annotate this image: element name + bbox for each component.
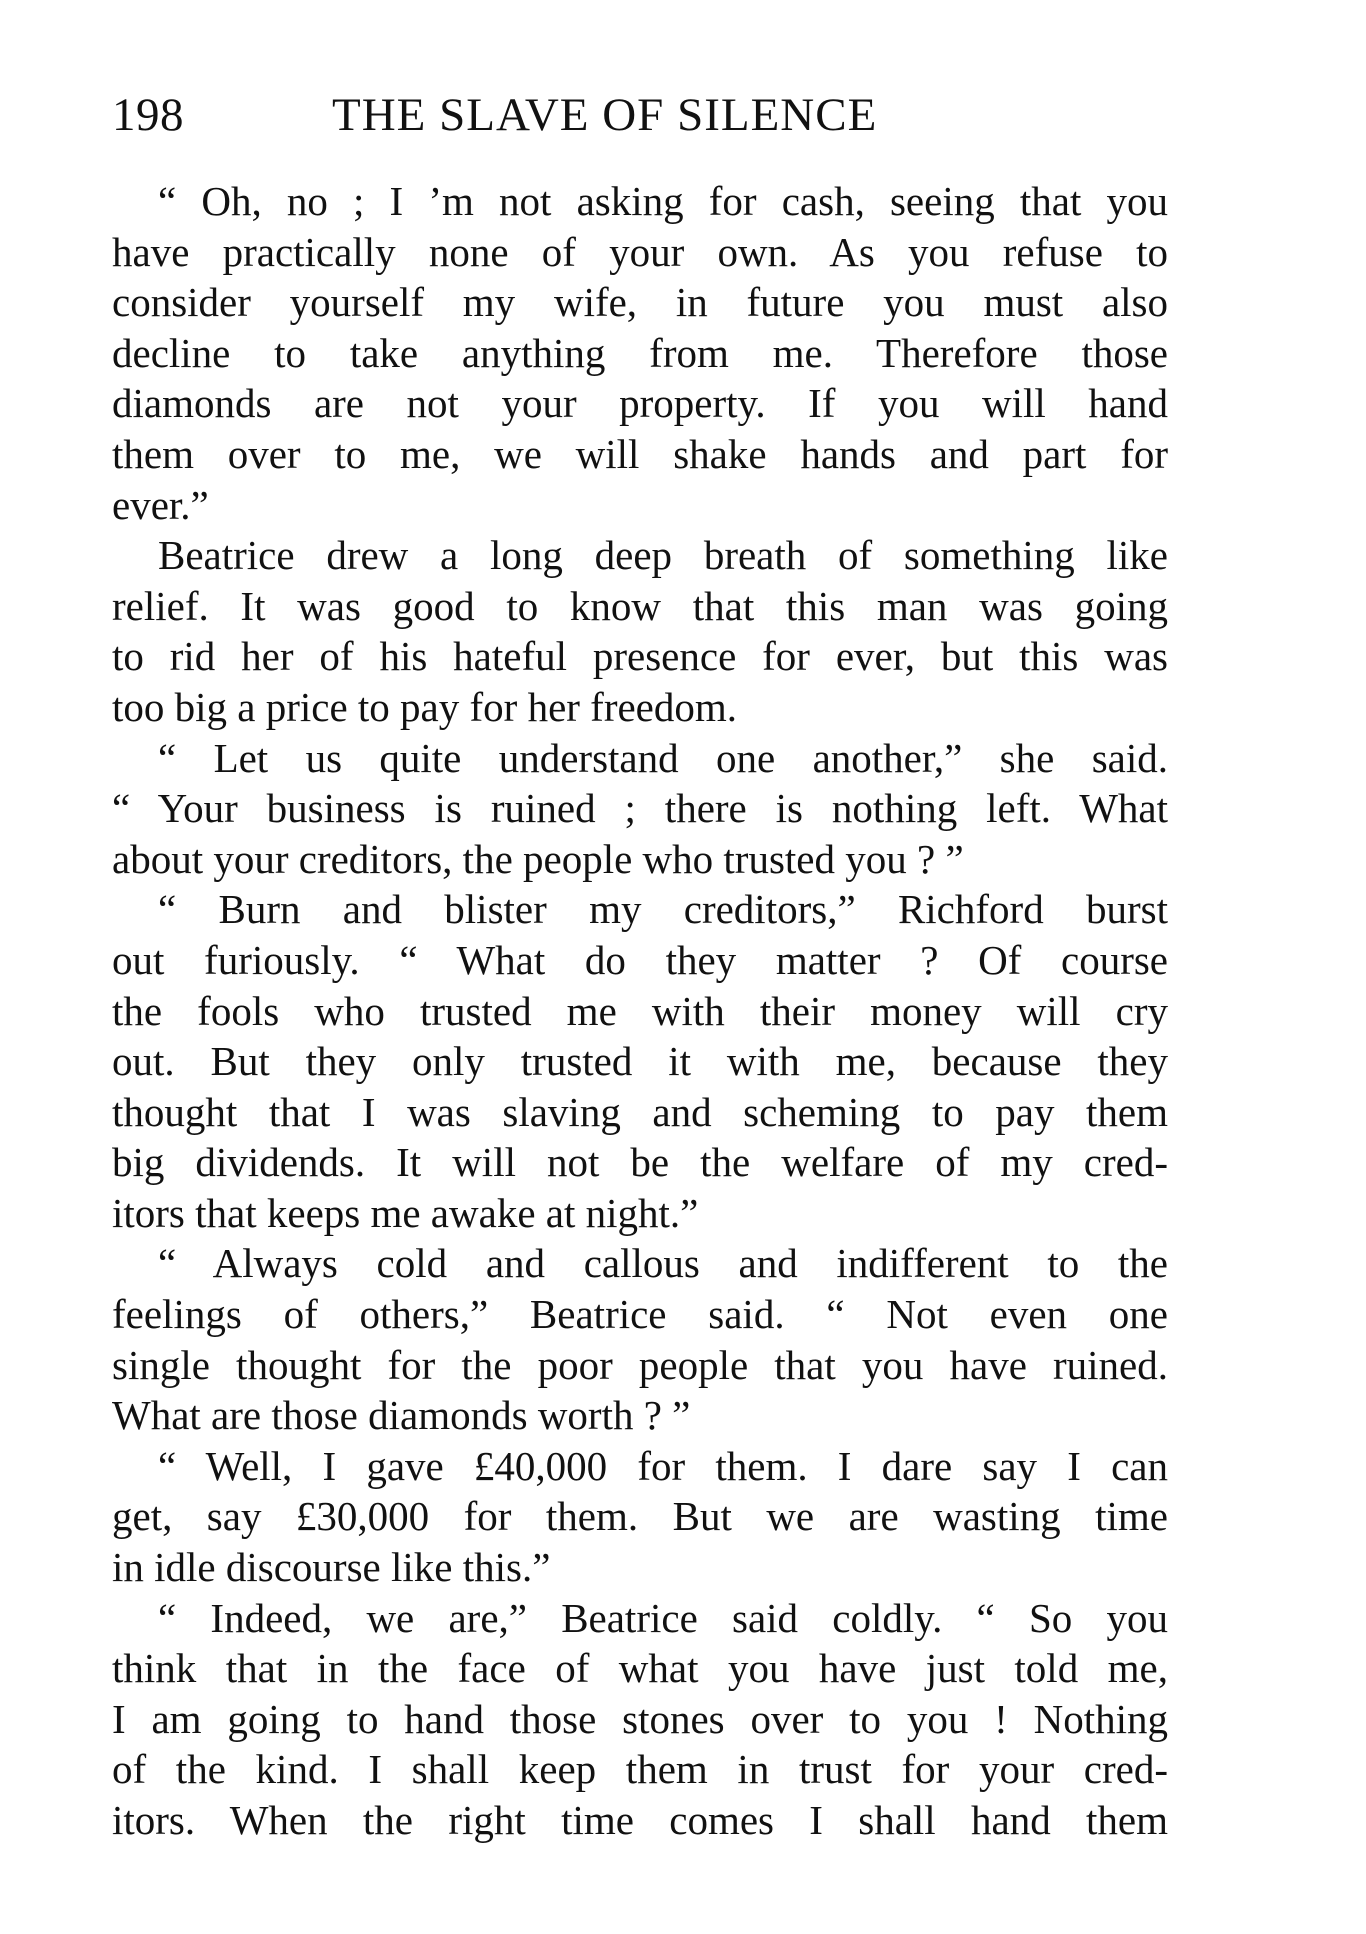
text-line: itors that keeps me awake at night.” (112, 1189, 699, 1236)
paragraph (112, 884, 1168, 1238)
text-line: “ Well, I gave £40,000 for them. I dare say I can (158, 1442, 1168, 1489)
text-line: “ Always cold and callous and indifferent to the (158, 1240, 1168, 1287)
text-line: the fools who trusted me with their money will cry (112, 987, 1168, 1034)
text-line: diamonds are not your property. If you will hand (112, 380, 1168, 427)
text-line: feelings of others,” Beatrice said. “ Not even one (112, 1291, 1168, 1338)
text-line: about your creditors, the people who trusted you ? ” (112, 835, 964, 882)
text-line: I am going to hand those stones over to you ! Nothing (112, 1695, 1168, 1742)
paragraph (112, 176, 1168, 530)
text-line: out. But they only trusted it with me, because they (112, 1038, 1168, 1085)
text-line: “ Your business is ruined ; there is nothing left. What (112, 785, 1168, 832)
text-line: What are those diamonds worth ? ” (112, 1392, 691, 1439)
text-line: single thought for the poor people that you have ruined. (112, 1341, 1168, 1388)
text-line: “ Oh, no ; I ’m not asking for cash, seeing that you (158, 178, 1168, 224)
paragraph (112, 733, 1168, 885)
page-number: 198 (112, 89, 184, 141)
text-line: consider yourself my wife, in future you must also (112, 279, 1168, 326)
text-line: “ Indeed, we are,” Beatrice said coldly. “ So you (158, 1594, 1168, 1641)
book-page (112, 84, 1168, 1846)
text-line: too big a price to pay for her freedom. (112, 683, 738, 730)
paragraph (112, 1441, 1168, 1593)
paragraph (112, 1238, 1168, 1440)
paragraph (112, 1593, 1168, 1846)
paragraph (112, 530, 1168, 732)
text-line: “ Burn and blister my creditors,” Richford burst (158, 886, 1168, 933)
text-line: big dividends. It will not be the welfare of my cred- (112, 1139, 1168, 1186)
text-line: get, say £30,000 for them. But we are wasting time (112, 1493, 1168, 1540)
text-line: thought that I was slaving and scheming to pay them (112, 1088, 1168, 1135)
text-line: decline to take anything from me. Therefore those (112, 329, 1168, 376)
text-line: “ Let us quite understand one another,” she said. (158, 734, 1168, 781)
text-line: itors. When the right time comes I shall hand them (112, 1797, 1168, 1843)
book-title: THE SLAVE OF SILENCE (332, 89, 878, 141)
text-line: have practically none of your own. As you refuse to (112, 228, 1168, 275)
text-line: think that in the face of what you have just told me, (112, 1645, 1168, 1692)
body-text (112, 176, 1168, 1846)
text-line: them over to me, we will shake hands and part for (112, 430, 1168, 477)
text-line: relief. It was good to know that this man was going (112, 582, 1168, 629)
text-line: ever.” (112, 481, 209, 528)
text-line: out furiously. “ What do they matter ? Of course (112, 936, 1168, 983)
text-line: in idle discourse like this.” (112, 1544, 551, 1591)
text-line: to rid her of his hateful presence for ever, but this was (112, 633, 1168, 680)
text-line: Beatrice drew a long deep breath of something like (158, 532, 1168, 579)
running-head (112, 84, 1168, 146)
text-line: of the kind. I shall keep them in trust for your cred- (112, 1746, 1168, 1793)
